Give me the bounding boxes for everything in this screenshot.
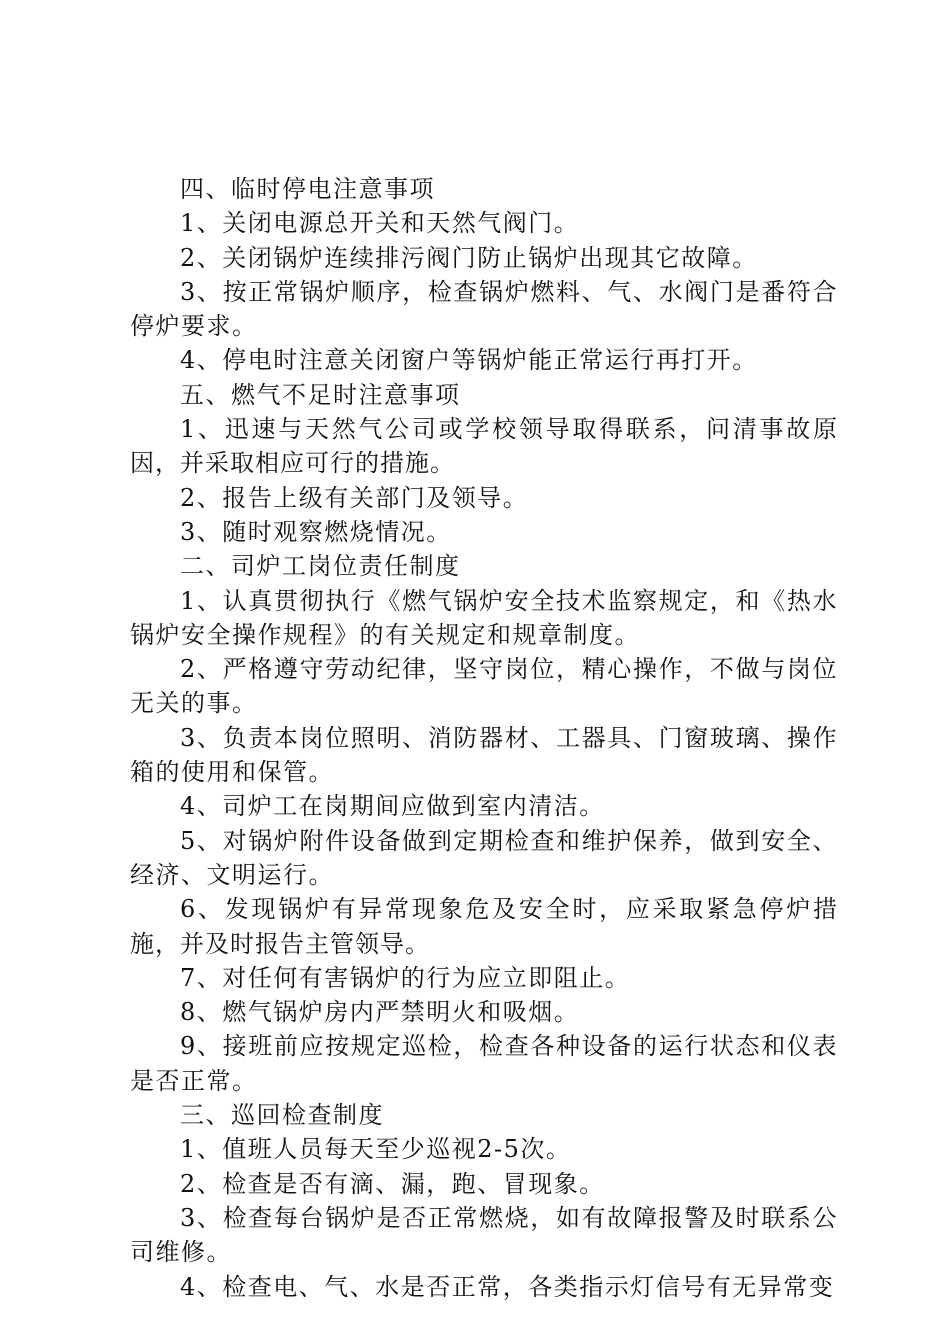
- paragraph: 2、严格遵守劳动纪律，坚守岗位，精心操作，不做与岗位无关的事。: [130, 655, 838, 718]
- section-heading: 三、巡回检查制度: [180, 1101, 384, 1130]
- paragraph: 1、关闭电源总开关和天然气阀门。: [180, 209, 580, 238]
- paragraph: 9、接班前应按规定巡检，检查各种设备的运行状态和仪表是否正常。: [130, 1032, 838, 1095]
- paragraph: 4、停电时注意关闭窗户等锅炉能正常运行再打开。: [180, 346, 758, 375]
- paragraph: 1、认真贯彻执行《燃气锅炉安全技术监察规定，和《热水锅炉安全操作规程》的有关规定和规章制度。: [130, 586, 838, 649]
- paragraph: 2、关闭锅炉连续排污阀门防止锅炉出现其它故障。: [180, 243, 758, 272]
- paragraph: 7、对任何有害锅炉的行为应立即阻止。: [180, 963, 631, 992]
- paragraph: 3、负责本岗位照明、消防器材、工器具、门窗玻璃、操作箱的使用和保管。: [130, 723, 838, 787]
- paragraph: 2、检查是否有滴、漏，跑、冒现象。: [180, 1169, 605, 1198]
- paragraph: 3、按正常锅炉顺序，检查锅炉燃料、气、水阀门是番符合停炉要求。: [130, 277, 838, 341]
- section-heading: 二、司炉工岗位责任制度: [180, 552, 461, 581]
- section-heading: 五、燃气不足时注意事项: [180, 380, 461, 409]
- section-heading: 四、临时停电注意事项: [180, 175, 435, 203]
- paragraph: 3、随时观察燃烧情况。: [180, 517, 452, 546]
- paragraph: 1、迅速与天然气公司或学校领导取得联系，问清事故原因，并采取相应可行的措施。: [130, 415, 838, 478]
- paragraph: 5、对锅炉附件设备做到定期检查和维护保养，做到安全、经济、文明运行。: [130, 826, 838, 889]
- document-body: [130, 172, 838, 1304]
- paragraph: 3、检查每台锅炉是否正常燃烧，如有故障报警及时联系公司维修。: [130, 1203, 838, 1267]
- paragraph: 1、值班人员每天至少巡视2-5次。: [180, 1135, 572, 1164]
- paragraph: 4、司炉工在岗期间应做到室内清洁。: [180, 792, 605, 821]
- paragraph: 6、发现锅炉有异常现象危及安全时，应采取紧急停炉措施，并及时报告主管领导。: [130, 895, 838, 958]
- paragraph: 2、报告上级有关部门及领导。: [180, 483, 529, 512]
- paragraph: 4、检查电、气、水是否正常，各类指示灯信号有无异常变: [180, 1272, 835, 1301]
- paragraph: 8、燃气锅炉房内严禁明火和吸烟。: [180, 998, 580, 1027]
